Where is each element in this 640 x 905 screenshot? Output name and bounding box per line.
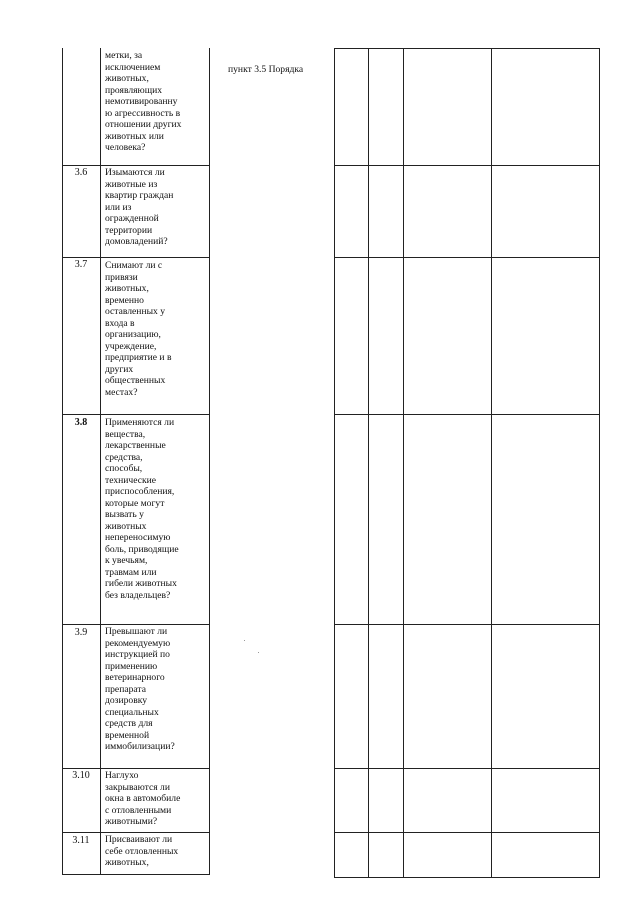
row-number: 3.6 [74,167,88,178]
grid-border-right [599,48,600,878]
grid-row-divider [334,768,600,769]
row-divider [62,832,210,833]
row-question: Присваивают ли себе отловленных животных, [105,834,179,868]
scan-artifact [244,640,245,641]
row-number: 3.7 [74,259,88,270]
row-number: 3.8 [74,417,88,428]
row-question: Превышают ли рекомендуемую инструкцией по применению ветеринарного препарата дозировку специальных средств для временной иммобилизации? [105,626,175,752]
row-divider [62,165,210,166]
grid-border-top [334,48,600,49]
row-question: метки, за исключением животных, проявляющих немотивированну ю агрессивность в отношении других животных или человека? [105,50,182,153]
scan-artifact [258,652,259,653]
grid-row-divider [334,832,600,833]
grid-row-divider [334,257,600,258]
row-question: Снимают ли с привязи животных, временно оставленных у входа в организацию, учреждение, предприятие и в других общественных местах? [105,260,172,398]
row-question: Изымаются ли животные из квартир граждан или из огражденной территории домовладений? [105,167,174,247]
grid-column-divider [403,48,404,878]
grid-row-divider [334,414,600,415]
row-question: Применяются ли вещества, лекарственные средства, способы, технические приспособления, которые могут вызвать у животных непереносимую боль, приводящие к увечьям, травмам или гибели животных без владельцев? [105,417,179,601]
table-divider-num [100,48,101,875]
row-number: 3.11 [72,835,90,846]
row-number: 3.10 [72,770,90,781]
row-divider [62,257,210,258]
legal-reference: пункт 3.5 Порядка [228,64,304,75]
row-divider [62,624,210,625]
table-border-bottom [62,874,210,875]
grid-border-bottom [334,877,600,878]
grid-column-divider [491,48,492,878]
row-divider [62,768,210,769]
table-border-left [62,48,63,875]
grid-column-divider [368,48,369,878]
row-question: Наглухо закрываются ли окна в автомобиле с отловленными животными? [105,770,181,827]
row-number: 3.9 [74,627,88,638]
grid-row-divider [334,165,600,166]
row-divider [62,414,210,415]
grid-border-left [334,48,335,878]
grid-row-divider [334,624,600,625]
table-border-right [209,48,210,875]
